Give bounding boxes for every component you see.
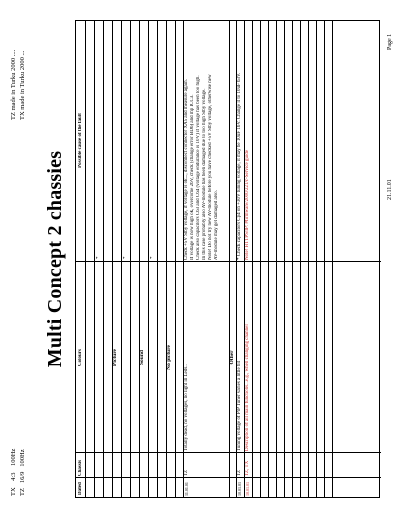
fault-table: Dated Chassis Colours Possible cause of the fault Picture Sound No picture Other * * * 11.01.01 TZ Totally dead, no voltages, no light in Leds.. Check +5V Stby voltage, if voltage is ok..., disconnect connector XA5 and measure again. If voltage is now high ok, overcome 26V, check (change error BD6) and mp ICC3. Check also capacitors C63 and C64 (voltage endurance is 10V) if voltage has been too high. In this case probably also AV-module has been damaged due to too high Stby voltage. Note! Do not try new AV-module before you have checked +5V Stby voltage, otherwise new AV-module may get damaged also. 10.01.01 TZ Tuning voltage of PiP Tuner varies a little bit * Check capacitors Cp4 on +30V tuning voltage, it may be 10uF 16V. Change it to 10uF 63V. 10.01.01 TZ, TX Description of all main functions...e.g., when changing channel Note! HTTPS/IP: #firmware/2000/221/c-Service guide bbox=[75, 20, 380, 498]
section-other: Other bbox=[229, 350, 235, 365]
row-symptom: Tuning voltage of PiP Tuner varies a little bit bbox=[237, 360, 242, 451]
cause-line-1: Check +5V Stby voltage, if voltage is ok..., disconnect connector XA5 and measure again. bbox=[184, 79, 189, 260]
cause-line-5: Note! Do not try new AV-module before you have checked +5V Stby voltage, otherwise new bbox=[208, 74, 213, 260]
section-picture: Picture bbox=[112, 349, 118, 367]
section-sound: Sound bbox=[139, 350, 145, 365]
row-date: 10.01.01 bbox=[237, 482, 242, 496]
col-header-cause: Possible cause of the fault bbox=[77, 113, 83, 168]
row-chassis: TZ bbox=[184, 469, 189, 476]
cause-line-6: AV-module may get damaged also. bbox=[214, 190, 219, 260]
row-symptom: Description of all main functions...e.g., when changing channel bbox=[245, 324, 250, 451]
cause-line-2: If voltage is now high ok, overcome 26V, check (change error BD6) and mp ICC3. bbox=[190, 94, 195, 260]
row-cause-link[interactable]: Note! HTTPS/IP: #firmware/2000/221/c-Service guide bbox=[245, 149, 250, 260]
production-note-1: TZ made in Turku 2000 .... bbox=[10, 49, 17, 120]
col-header-chassis: Chassis bbox=[77, 459, 83, 476]
cause-line-3: Check also capacitors C63 and C64 (voltage endurance is 10V) if voltage has been too high. bbox=[196, 75, 201, 260]
row-cause: * Check capacitors Cp4 on +30V tuning voltage, it may be 10uF 16V. Change it to 10uF 63V. bbox=[237, 72, 242, 260]
row-date: 10.01.01 bbox=[245, 482, 250, 496]
cause-line-4: In this case probably also AV-module has been damaged due to too high Stby voltage. bbox=[202, 88, 207, 260]
row-date: 11.01.01 bbox=[184, 482, 189, 496]
section-no-picture: No picture bbox=[166, 345, 172, 370]
row-symptom: Totally dead, no voltages, no light in Leds.. bbox=[184, 364, 189, 451]
row-chassis: TZ, TX bbox=[245, 460, 250, 476]
footer-date: 21.11.01 bbox=[387, 179, 393, 200]
tv-type-row-1: TX 4:3 100Hz bbox=[10, 448, 17, 496]
production-note-2: TX made in Turku 2000 ... bbox=[19, 50, 26, 120]
tv-type-row-2: TZ 16/9 100Hz bbox=[19, 449, 26, 496]
col-header-dated: Dated bbox=[77, 482, 83, 495]
row-chassis: TZ bbox=[237, 469, 242, 476]
page-title: Multi Concept 2 chassies bbox=[44, 150, 66, 368]
col-header-colours: Colours bbox=[77, 349, 83, 366]
footer-page: Page 1 bbox=[387, 33, 393, 50]
